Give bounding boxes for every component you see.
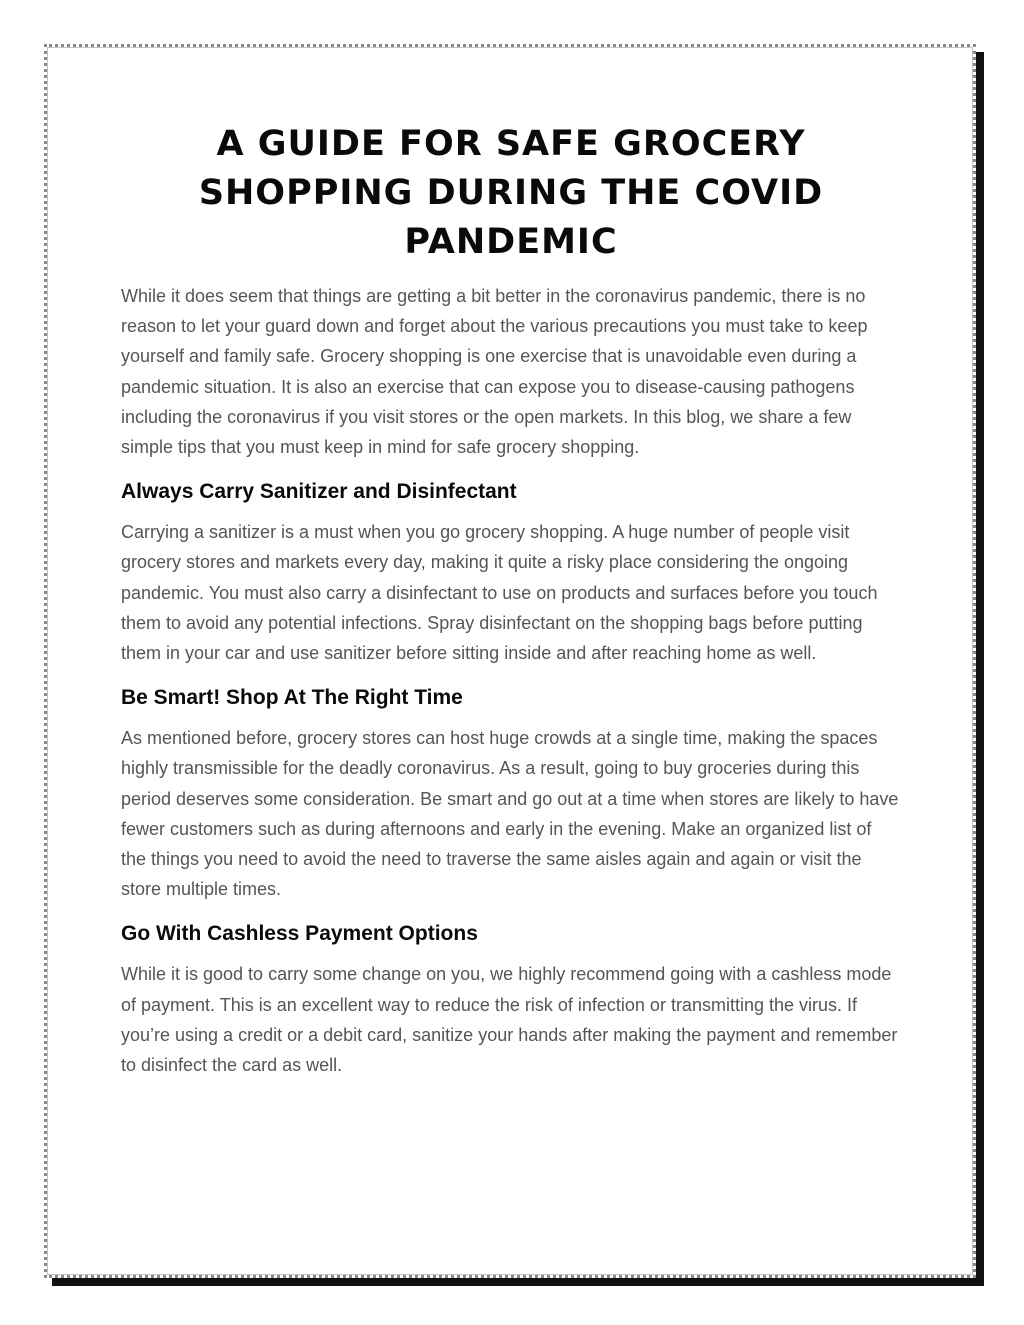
section-body-sanitizer: Carrying a sanitizer is a must when you go grocery shopping. A huge number of people visit grocery stores and markets every day, making it quite a risky place considering the ongoing pandemic. You must also carry a disinfectant to use on products and surfaces before you touch them to avoid any potential infections. Spray disinfectant on the shopping bags before putting them in your car and use sanitizer before sitting inside and after reaching home as well. bbox=[121, 522, 878, 664]
section-heading-sanitizer: Always Carry Sanitizer and Disinfectant bbox=[121, 480, 517, 504]
section-body-payment: While it is good to carry some change on you, we highly recommend going with a cashless mode of payment. This is an excellent way to reduce the risk of infection or transmitting the virus. If you’re using a credit or a debit card, sanitize your hands after making the payment and remember to disinfect the card as well. bbox=[121, 964, 898, 1076]
section-body-timing: As mentioned before, grocery stores can host huge crowds at a single time, making the spaces highly transmissible for the deadly coronavirus. As a result, going to buy groceries during this period deserves some consideration. Be smart and go out at a time when stores are likely to have fewer customers such as during afternoons and early in the evening. Make an organized list of the things you need to avoid the need to traverse the same aisles again and again or visit the store multiple times. bbox=[121, 728, 899, 900]
section-heading-payment: Go With Cashless Payment Options bbox=[121, 922, 478, 946]
section-heading-timing: Be Smart! Shop At The Right Time bbox=[121, 686, 463, 710]
page-content bbox=[121, 120, 901, 1080]
page-title: A GUIDE FOR SAFE GROCERY SHOPPING DURING THE COVID PANDEMIC bbox=[198, 124, 824, 262]
document-page bbox=[44, 44, 976, 1278]
intro-paragraph: While it does seem that things are getting a bit better in the coronavirus pandemic, there is no reason to let your guard down and forget about the various precautions you must take to keep yourself and family safe. Grocery shopping is one exercise that is unavoidable even during a pandemic situation. It is also an exercise that can expose you to disease-causing pathogens including the coronavirus if you visit stores or the open markets. In this blog, we share a few simple tips that you must keep in mind for safe grocery shopping. bbox=[121, 286, 868, 458]
